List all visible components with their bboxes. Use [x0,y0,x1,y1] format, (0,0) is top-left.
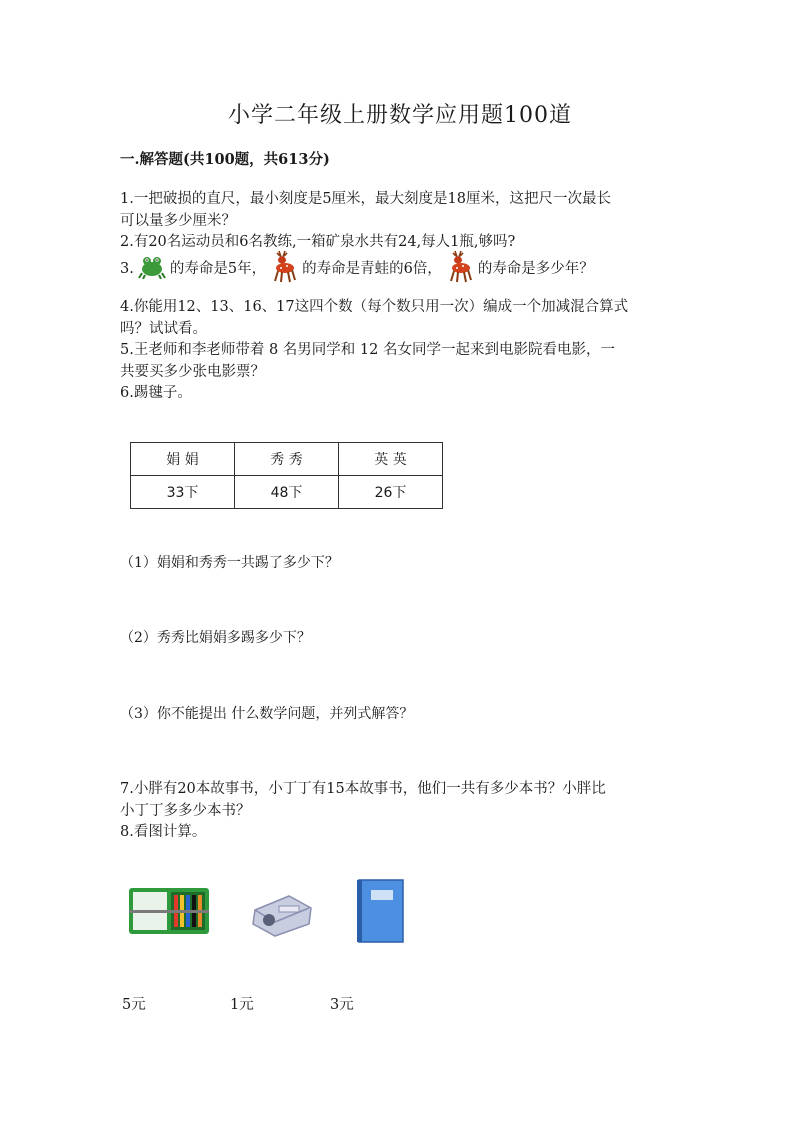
question-3-part-3: 的寿命是多少年？ [477,261,594,277]
table-cell: 26下 [339,476,443,509]
question-2: 2.有20名运动员和6名教练,一箱矿泉水共有24,每人1瓶,够吗? [120,234,516,250]
item-price: 5元 [122,997,146,1013]
question-1-line-2: 可以量多少厘米？ [120,213,236,229]
question-7-line-1: 7.小胖有20本故事书，小丁丁有15本故事书，他们一共有多少本书？小胖比 [120,781,606,797]
notebook-icon [355,878,405,948]
question-3-part-1: 的寿命是5年， [169,261,267,277]
table-header-cell: 英 英 [339,443,443,476]
question-5-line-2: 共要买多少张电影票？ [120,364,265,380]
question-4-line-1: 4.你能用12、13、16、17这四个数（每个数只用一次）编成一个加减混合算式 [120,299,629,315]
sub-question-3: （3）你不能提出 什么数学问题，并列式解答？ [120,706,414,722]
item-price: 1元 [230,997,254,1013]
deer-icon [445,249,475,290]
kick-count-table [130,442,443,509]
table-header-row [131,443,443,476]
deer-icon [269,249,299,290]
sub-question-1: （1）娟娟和秀秀一共踢了多少下？ [120,555,339,571]
question-3 [120,252,594,286]
question-3-number: 3. [120,261,134,277]
question-1-line-1: 1.一把破损的直尺，最小刻度是5厘米，最大刻度是18厘米，这把尺一次最长 [120,191,612,207]
table-header-cell: 秀 秀 [235,443,339,476]
page-title: 小学二年级上册数学应用题100道 [228,103,572,128]
sharpener-icon [249,890,315,942]
frog-icon [137,253,167,286]
question-8: 8.看图计算。 [120,824,207,840]
sub-question-2: （2）秀秀比娟娟多踢多少下？ [120,630,311,646]
pencil-case-icon [127,882,211,940]
question-7-line-2: 小丁丁多多少本书？ [120,803,251,819]
section-heading: 一.解答题(共100题，共613分) [120,151,330,168]
table-header-cell: 娟 娟 [131,443,235,476]
question-3-part-2: 的寿命是青蛙的6倍， [302,261,442,277]
table-row [131,476,443,509]
question-4-line-2: 吗？试试看。 [120,321,207,337]
table-cell: 48下 [235,476,339,509]
question-5-line-1: 5.王老师和李老师带着 8 名男同学和 12 名女同学一起来到电影院看电影，一 [120,342,615,358]
table-cell: 33下 [131,476,235,509]
question-6: 6.踢毽子。 [120,385,192,401]
item-price: 3元 [330,997,354,1013]
